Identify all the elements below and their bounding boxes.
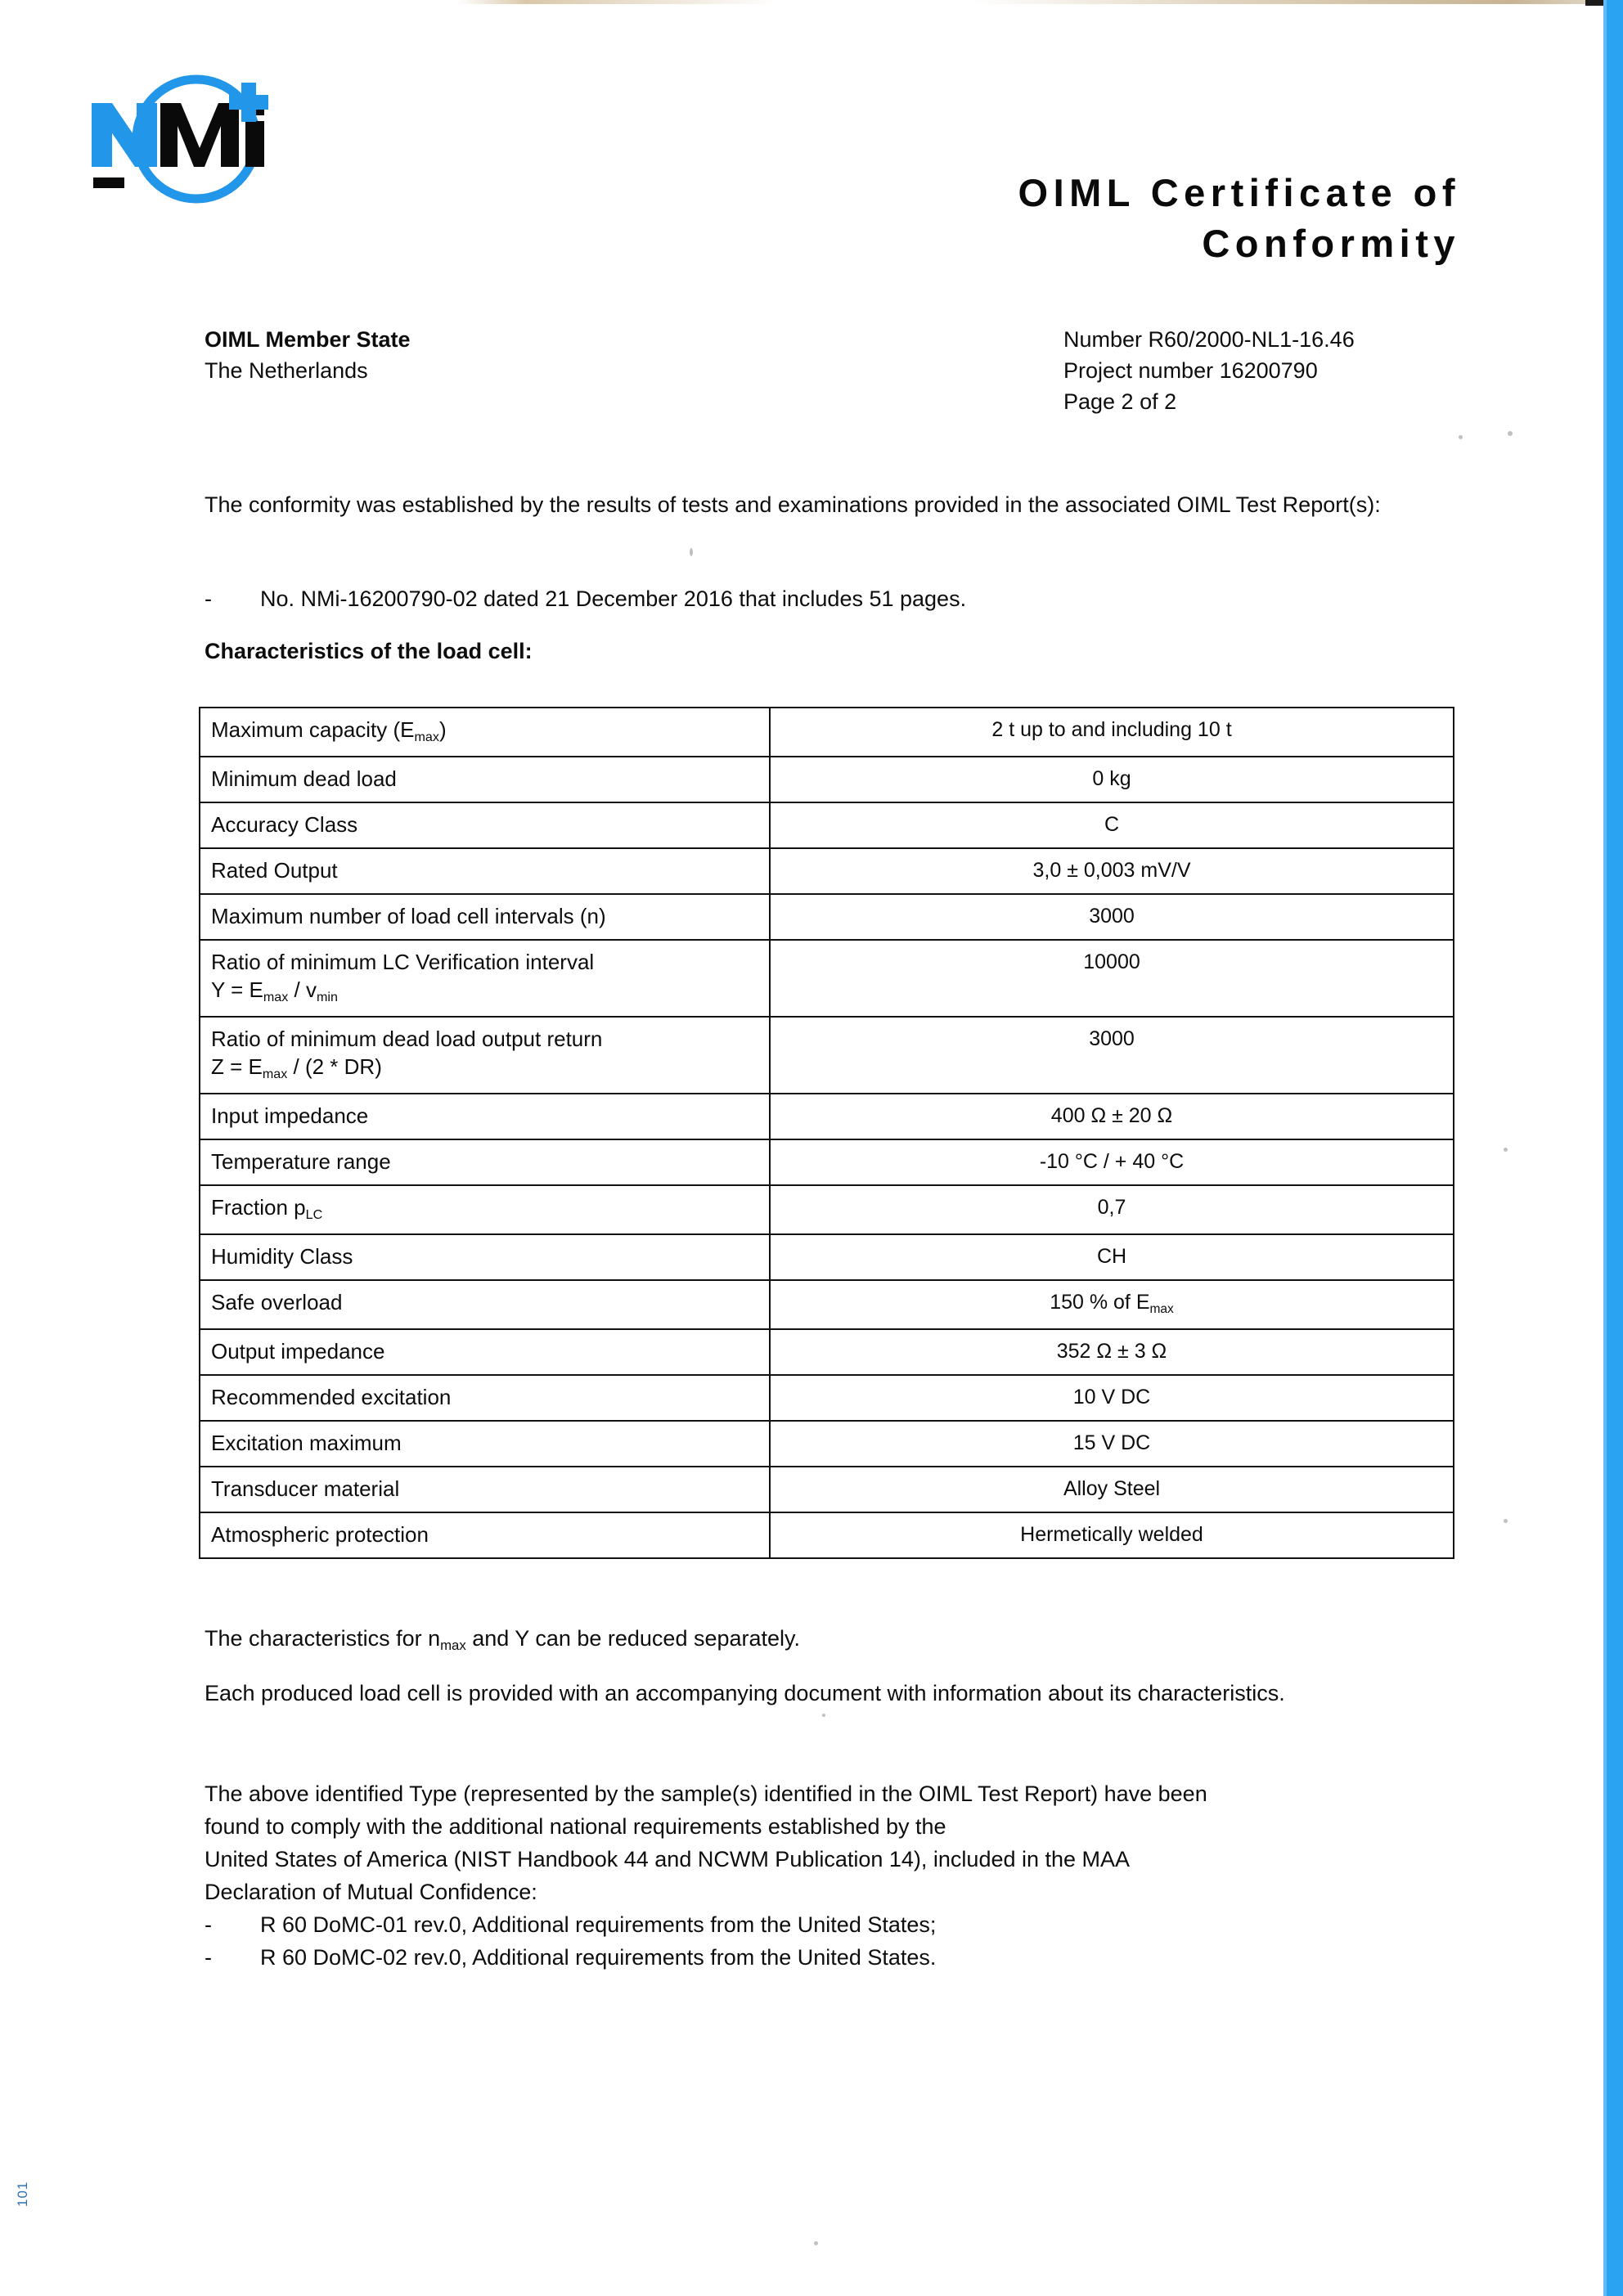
scan-speck: [690, 548, 693, 556]
bullet-dash: -: [205, 1945, 212, 1970]
member-state-value: The Netherlands: [205, 358, 368, 383]
table-cell-value: 3,0 ± 0,003 mV/V: [770, 848, 1454, 894]
table-cell-value: 0 kg: [770, 757, 1454, 802]
table-cell-key: Output impedance: [200, 1329, 770, 1375]
bullet-dash: -: [205, 586, 212, 611]
table-row: [200, 757, 1454, 802]
table-cell-key: Rated Output: [200, 848, 770, 894]
table-row: [200, 1017, 1454, 1094]
table-row: [200, 848, 1454, 894]
test-report-bullet-text: No. NMi-16200790-02 dated 21 December 2016 that includes 51 pages.: [260, 586, 967, 611]
scan-top-edge-artifact: [458, 0, 1603, 4]
list-item: [205, 1908, 1448, 1941]
table-row: [200, 1467, 1454, 1512]
table-row: [200, 1094, 1454, 1139]
table-row: [200, 1185, 1454, 1234]
scan-speck: [814, 2241, 818, 2245]
reference-block: [1063, 324, 1355, 417]
table-cell-value: 10000: [770, 940, 1454, 1017]
table-cell-value: 15 V DC: [770, 1421, 1454, 1467]
scan-notch-artifact: [1585, 0, 1603, 6]
scan-speck: [1504, 1148, 1508, 1152]
table-row: [200, 708, 1454, 757]
intro-paragraph: The conformity was established by the results of tests and examinations provided in the associated OIML Test Report(s):: [205, 492, 1381, 517]
table-cell-key: Atmospheric protection: [200, 1512, 770, 1558]
table-cell-value: 3000: [770, 1017, 1454, 1094]
table-cell-key: Maximum number of load cell intervals (n): [200, 894, 770, 940]
table-cell-value: 352 Ω ± 3 Ω: [770, 1329, 1454, 1375]
table-cell-value: Hermetically welded: [770, 1512, 1454, 1558]
table-cell-key: Transducer material: [200, 1467, 770, 1512]
certificate-number: Number R60/2000-NL1-16.46: [1063, 327, 1355, 352]
table-cell-key: Ratio of minimum dead load output return $Z = E_{max} / (2 * DR)$: [200, 1017, 770, 1094]
table-row: [200, 1234, 1454, 1280]
table-cell-key: Accuracy Class: [200, 802, 770, 848]
scan-speck: [1508, 431, 1513, 436]
table-cell-value: 400 Ω ± 20 Ω: [770, 1094, 1454, 1139]
member-state-block: [205, 324, 411, 386]
table-cell-key: Recommended excitation: [200, 1375, 770, 1421]
page-number: Page 2 of 2: [1063, 389, 1177, 414]
page-title-line-1: OIML Certificate of: [1018, 171, 1460, 214]
table-row: [200, 1421, 1454, 1467]
scan-corner-number: 101: [15, 2181, 30, 2207]
table-cell-key: Maximum capacity $(E_{max})$: [200, 708, 770, 757]
nmi-logo: [85, 64, 298, 219]
scan-blue-band-artifact: [1603, 0, 1623, 2296]
closing-line-2: found to comply with the additional national requirements established by the: [205, 1814, 946, 1839]
table-cell-value: C: [770, 802, 1454, 848]
closing-line-1: The above identified Type (represented by the sample(s) identified in the OIML Test Report) have been: [205, 1782, 1207, 1806]
scan-speck: [1459, 435, 1463, 439]
scan-speck: [822, 1714, 825, 1717]
subscript: max: [440, 1638, 466, 1654]
table-cell-value: 10 V DC: [770, 1375, 1454, 1421]
table-cell-key: Excitation maximum: [200, 1421, 770, 1467]
table-row: [200, 1512, 1454, 1558]
table-cell-value: 150 % of $E_{max}$: [770, 1280, 1454, 1329]
table-cell-key: Temperature range: [200, 1139, 770, 1185]
page-title: [491, 168, 1460, 269]
note-reduced-characteristics: The characteristics for $n_{max}$ and Y can be reduced separately.: [205, 1626, 801, 1654]
table-cell-value: 0,7: [770, 1185, 1454, 1234]
table-row: [200, 940, 1454, 1017]
closing-bullet-list: [205, 1908, 1448, 1974]
table-row: [200, 1280, 1454, 1329]
table-cell-key: Minimum dead load: [200, 757, 770, 802]
member-state-label: OIML Member State: [205, 327, 411, 352]
closing-statement: [205, 1777, 1448, 1974]
table-row: [200, 1375, 1454, 1421]
list-item: [205, 1941, 1448, 1974]
note-each-load-cell: Each produced load cell is provided with an accompanying document with information about its characteristics.: [205, 1681, 1285, 1705]
table-cell-value: Alloy Steel: [770, 1467, 1454, 1512]
closing-line-3: United States of America (NIST Handbook 44 and NCWM Publication 14), included in the MAA: [205, 1847, 1131, 1871]
table-cell-value: -10 °C / + 40 °C: [770, 1139, 1454, 1185]
list-item-text: R 60 DoMC-01 rev.0, Additional requirements from the United States;: [260, 1912, 937, 1937]
table-cell-key: Input impedance: [200, 1094, 770, 1139]
table-row: [200, 1139, 1454, 1185]
load-cell-characteristics-table: [199, 707, 1454, 1559]
scan-speck: [1504, 1519, 1508, 1523]
table-row: [200, 802, 1454, 848]
formula-y: $Y = E_{max} / v_{min}$: [211, 977, 338, 1005]
test-report-bullet: [205, 582, 1448, 615]
table-row: [200, 1329, 1454, 1375]
section-heading: Characteristics of the load cell:: [205, 639, 533, 663]
table-cell-key: Fraction $p_{LC}$: [200, 1185, 770, 1234]
table-cell-value: CH: [770, 1234, 1454, 1280]
table-cell-value: 2 t up to and including 10 t: [770, 708, 1454, 757]
subscript: max: [414, 730, 439, 745]
closing-line-4: Declaration of Mutual Confidence:: [205, 1880, 537, 1904]
table-row: [200, 894, 1454, 940]
table-cell-key: Safe overload: [200, 1280, 770, 1329]
bullet-dash: -: [205, 1912, 212, 1937]
table-cell-key: Ratio of minimum LC Verification interval $Y = E_{max} / v_{min}$: [200, 940, 770, 1017]
project-number: Project number 16200790: [1063, 358, 1318, 383]
subscript: LC: [305, 1207, 323, 1223]
table-cell-key: Humidity Class: [200, 1234, 770, 1280]
list-item-text: R 60 DoMC-02 rev.0, Additional requirements from the United States.: [260, 1945, 937, 1970]
formula-z: $Z = E_{max} / (2 * DR)$: [211, 1054, 382, 1082]
table-cell-value: 3000: [770, 894, 1454, 940]
subscript: max: [1149, 1301, 1174, 1316]
page-title-line-2: Conformity: [1202, 222, 1460, 265]
